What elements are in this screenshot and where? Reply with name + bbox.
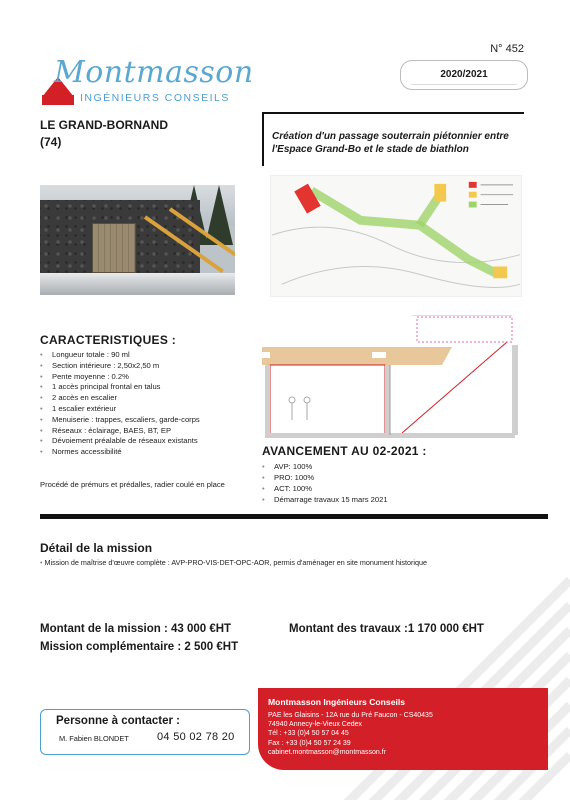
characteristics-title: CARACTERISTIQUES : [40, 333, 177, 347]
progress-list [262, 461, 388, 505]
list-item: • Longueur totale : 90 ml [40, 350, 200, 361]
company-name: Montmasson Ingénieurs Conseils [268, 697, 406, 707]
list-item: • Pente moyenne : 0.2% [40, 372, 200, 383]
list-item: • AVP: 100% [262, 461, 388, 472]
location-department: (74) [40, 135, 62, 149]
list-item: • 1 accès principal frontal en talus [40, 382, 200, 393]
company-tel: Tél : +33 (0)4 50 57 04 45 [268, 730, 349, 738]
mission-description: • Mission de maîtrise d'œuvre complète : AVP-PRO-VIS-DET-OPC-AOR, permis d'aménager en site monument historique [40, 558, 427, 567]
list-item: • Démarrage travaux 15 mars 2021 [262, 494, 388, 505]
contact-box [40, 709, 250, 755]
company-email[interactable]: cabinet.montmasson@montmasson.fr [268, 748, 386, 756]
characteristics-list [40, 350, 200, 458]
list-item: • Dévoiement préalable de réseaux existants [40, 436, 200, 447]
project-title-line1: Création d'un passage souterrain piétonnier entre [272, 131, 509, 142]
logo-wordmark: Montmasson [54, 55, 254, 90]
document-number: N° 452 [490, 43, 524, 55]
contact-phone[interactable]: 04 50 02 78 20 [157, 731, 235, 743]
list-item: • Menuiserie : trappes, escaliers, garde-corps [40, 415, 200, 426]
company-address: PAE les Glaisins - 12A rue du Pré Faucon - CS40435 [268, 712, 433, 719]
progress-title: AVANCEMENT AU 02-2021 : [262, 444, 427, 458]
complementary-mission-amount: Mission complémentaire : 2 500 €HT [40, 641, 239, 653]
site-plan-drawing [271, 176, 521, 296]
company-logo [34, 55, 254, 107]
location [40, 117, 168, 151]
section-divider [40, 514, 548, 519]
photo-snow-ground [40, 273, 235, 295]
mission-amount: Montant de la mission : 43 000 €HT [40, 623, 232, 635]
works-amount: Montant des travaux :1 170 000 €HT [289, 623, 484, 635]
list-item: • 2 accès en escalier [40, 393, 200, 404]
cross-section-drawing [262, 315, 524, 440]
logo-house-base [42, 95, 74, 105]
company-fax: Fax : +33 (0)4 50 57 24 39 [268, 739, 351, 747]
company-city: 74940 Annecy-le-Vieux Cedex [268, 721, 363, 729]
project-title-line2: l'Espace Grand-Bo et le stade de biathlon [272, 144, 469, 155]
list-item: • ACT: 100% [262, 483, 388, 494]
photo-wooden-door [92, 223, 136, 273]
contact-name: M. Fabien BLONDET [59, 734, 129, 743]
list-item: • Normes accessibilité [40, 447, 200, 458]
list-item: • PRO: 100% [262, 472, 388, 483]
characteristics-note: Procédé de prémurs et prédalles, radier coulé en place [40, 480, 225, 489]
year-underline [411, 84, 517, 85]
contact-title: Personne à contacter : [56, 715, 180, 727]
year-text: 2020/2021 [440, 69, 488, 80]
cross-section-svg [262, 315, 524, 440]
mission-title: Détail de la mission [40, 541, 153, 555]
list-item: • Section intérieure : 2,50x2,50 m [40, 361, 200, 372]
logo-subtitle: INGÉNIEURS CONSEILS [80, 92, 230, 104]
site-photo [40, 185, 235, 295]
list-item: • Réseaux : éclairage, BAES, BT, EP [40, 426, 200, 437]
year-badge [400, 60, 528, 90]
project-title [262, 112, 524, 166]
location-name: LE GRAND-BORNAND [40, 118, 168, 132]
company-contact-box [258, 688, 548, 770]
list-item: • 1 escalier extérieur [40, 404, 200, 415]
site-plan-image [270, 175, 522, 297]
